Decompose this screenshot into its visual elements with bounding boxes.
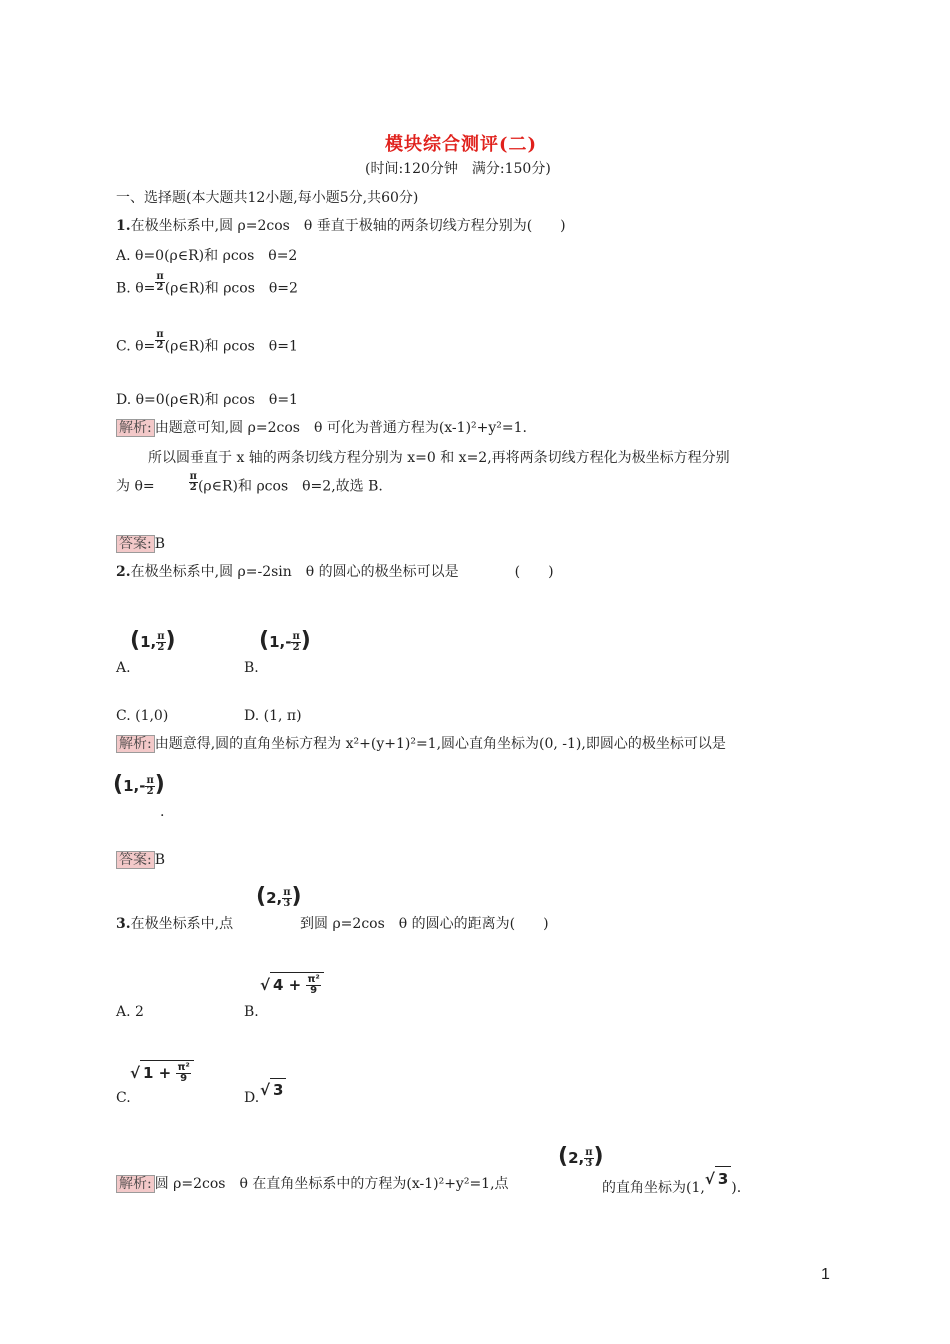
q3-solution-end: ). xyxy=(731,1180,742,1196)
q2-answer xyxy=(116,850,165,870)
fraction-numerator: π² xyxy=(307,974,320,985)
fraction-denominator: 2 xyxy=(156,340,164,351)
radicand-text: 4 + xyxy=(273,976,302,994)
radicand-text: 3 xyxy=(715,1166,731,1189)
q3-stem-prefix xyxy=(116,914,233,934)
pi-over-2-fraction xyxy=(291,632,300,653)
q2-option-c: C. (1,0) xyxy=(116,708,169,724)
q1-solution-line2: 所以圆垂直于 x 轴的两条切线方程分别为 x=0 和 x=2,再将两条切线方程化为极坐标方程分别 xyxy=(148,450,730,466)
fraction-denominator: 2 xyxy=(156,282,164,293)
fraction-numerator: π xyxy=(189,471,197,482)
fraction-numerator: π xyxy=(292,631,300,642)
point-coordinate: 1, xyxy=(140,633,157,651)
q3-option-c-root: √ 1 + $\frac{\text{π²}}{9}$ xyxy=(130,1060,194,1084)
q2-solution xyxy=(116,734,726,754)
q3-solution-text: 圆 ρ=2cos θ 在直角坐标系中的方程为(x-1)²+y²=1,点 xyxy=(154,1176,509,1192)
q2-number: 2. xyxy=(116,564,131,580)
pi-over-3-fraction xyxy=(282,888,291,909)
radicand-text: 1 + xyxy=(143,1064,172,1082)
fraction-denominator: 2 xyxy=(157,642,165,653)
q1-answer-value: B xyxy=(154,536,166,552)
q1-stem xyxy=(116,216,566,236)
q3-solution-mid: 的直角坐标为(1, xyxy=(602,1180,705,1196)
point-coordinate: 2, xyxy=(266,889,283,907)
fraction-denominator: 9 xyxy=(180,1073,188,1084)
fraction-denominator: 3 xyxy=(585,1158,593,1169)
page-number: 1 xyxy=(821,1266,830,1283)
q1-solution-line1 xyxy=(116,418,527,438)
q2-answer-value: B xyxy=(154,852,166,868)
fraction-denominator: 3 xyxy=(283,898,291,909)
q3-stem-text: 在极坐标系中,点 xyxy=(130,916,234,932)
pi-over-2-fraction xyxy=(145,776,154,797)
fraction-numerator: π xyxy=(585,1147,593,1158)
q1-number: 1. xyxy=(116,218,131,234)
q1-option-d: D. θ=0(ρ∈R)和 ρcos θ=1 xyxy=(116,392,298,408)
fraction-numerator: π xyxy=(157,631,165,642)
q1-option-c xyxy=(116,329,298,357)
q3-solution-tail xyxy=(602,1170,742,1198)
exam-subtitle: (时间:120分钟 满分:150分) xyxy=(365,161,551,177)
fraction-denominator: 2 xyxy=(146,786,154,797)
q2-option-b-point: (1,- $\frac{\pi}{2}$ ) xyxy=(259,628,311,653)
q3-point: (2, $\frac{\pi}{3}$ ) xyxy=(256,884,302,909)
q3-number: 3. xyxy=(116,916,131,932)
analysis-tag: 解析: xyxy=(116,1175,155,1193)
analysis-tag: 解析: xyxy=(116,419,155,437)
fraction-numerator: π xyxy=(283,887,291,898)
pi-over-2-fraction xyxy=(156,632,165,653)
q2-option-a-label: A. xyxy=(116,660,131,676)
period-mark: . xyxy=(160,804,165,820)
page-title: 模块综合测评(二) xyxy=(385,134,538,155)
q1-option-b xyxy=(116,271,298,299)
radicand-text: 3 xyxy=(270,1078,286,1099)
q3-option-d-root: √ 3 xyxy=(260,1078,286,1099)
q3-solution xyxy=(116,1174,509,1194)
q1-solution-text: 由题意可知,圆 ρ=2cos θ 可化为普通方程为(x-1)²+y²=1. xyxy=(154,420,527,436)
answer-tag: 答案: xyxy=(116,851,155,869)
q2-stem-text: 在极坐标系中,圆 ρ=-2sin θ 的圆心的极坐标可以是 ( ) xyxy=(130,564,554,580)
q2-solution-point: (1,- $\frac{\pi}{2}$ ) xyxy=(113,772,165,797)
fraction-denominator: 2 xyxy=(292,642,300,653)
fraction-numerator: π xyxy=(156,271,164,282)
fraction-denominator: 9 xyxy=(310,985,318,996)
q1-option-c-prefix: C. θ= xyxy=(116,338,156,355)
point-coordinate: 1,- xyxy=(269,633,292,651)
pi-over-3-fraction xyxy=(584,1148,593,1169)
fraction-numerator: π² xyxy=(177,1062,190,1073)
point-coordinate: 2, xyxy=(568,1149,585,1167)
q3-solution-point: (2, $\frac{\pi}{3}$ ) xyxy=(558,1144,604,1169)
q3-option-d-label: D. xyxy=(244,1090,260,1106)
q1-option-b-prefix: B. θ= xyxy=(116,280,156,297)
q1-solution-line3-prefix: 为 θ= xyxy=(116,478,155,495)
fraction-denominator: 2 xyxy=(189,482,197,493)
answer-tag: 答案: xyxy=(116,535,155,553)
q3-option-a: A. 2 xyxy=(116,1004,144,1020)
q1-stem-text: 在极坐标系中,圆 ρ=2cos θ 垂直于极轴的两条切线方程分别为( ) xyxy=(130,218,566,234)
q3-option-b-root: √ 4 + $\frac{\text{π²}}{9}$ xyxy=(260,972,324,996)
fraction-numerator: π xyxy=(156,329,164,340)
q3-option-c-label: C. xyxy=(116,1090,131,1106)
q2-solution-text: 由题意得,圆的直角坐标方程为 x²+(y+1)²=1,圆心直角坐标为(0, -1),即圆心的极坐标可以是 xyxy=(154,736,726,752)
q2-stem xyxy=(116,562,554,582)
section-heading: 一、选择题(本大题共12小题,每小题5分,共60分) xyxy=(116,190,419,206)
fraction-numerator: π xyxy=(146,775,154,786)
q3-option-b-label: B. xyxy=(244,1004,259,1020)
q1-option-a: A. θ=0(ρ∈R)和 ρcos θ=2 xyxy=(116,248,298,264)
point-coordinate: 1,- xyxy=(123,777,146,795)
q3-stem-suffix: 到圆 ρ=2cos θ 的圆心的距离为( ) xyxy=(300,916,549,932)
q1-solution-line3 xyxy=(116,471,383,497)
q1-solution-line3-suffix: (ρ∈R)和 ρcos θ=2,故选 B. xyxy=(197,478,383,495)
pi-over-2-fraction xyxy=(189,472,198,493)
q2-option-d: D. (1, π) xyxy=(244,708,302,724)
q2-option-b-label: B. xyxy=(244,660,259,676)
analysis-tag: 解析: xyxy=(116,735,155,753)
pi-over-2-fraction xyxy=(155,272,164,293)
pi-over-2-fraction xyxy=(155,330,164,351)
sqrt3-root: √ 3 xyxy=(705,1170,731,1188)
q2-option-a-point: (1, $\frac{\pi}{2}$ ) xyxy=(130,628,176,653)
q1-option-b-suffix: (ρ∈R)和 ρcos θ=2 xyxy=(164,280,298,297)
q1-option-c-suffix: (ρ∈R)和 ρcos θ=1 xyxy=(164,338,298,355)
q1-answer xyxy=(116,534,165,554)
